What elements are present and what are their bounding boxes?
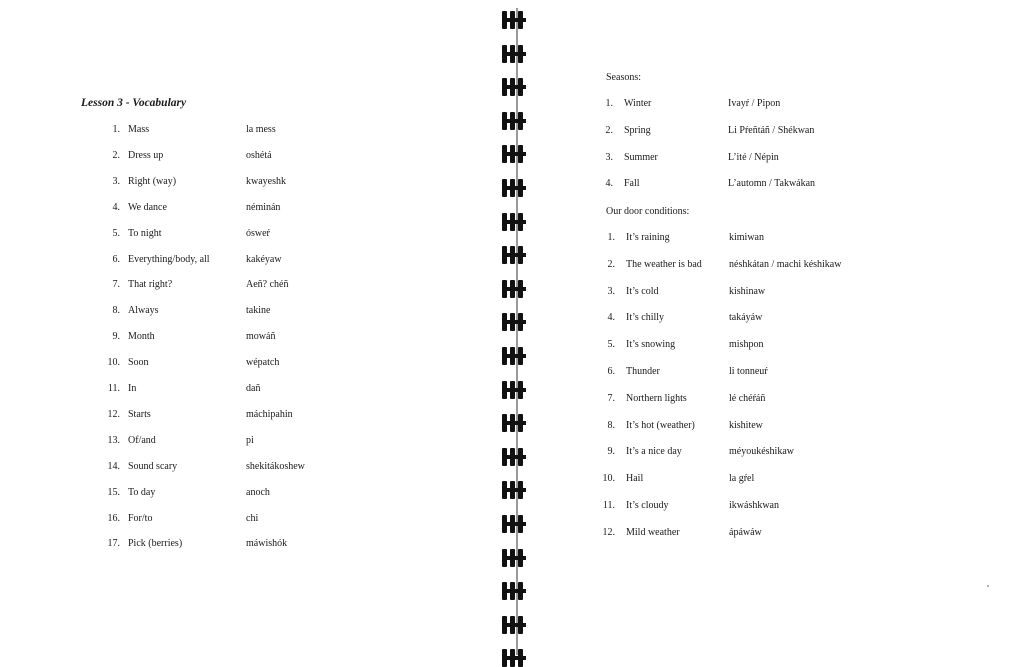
item-number: 11. (107, 383, 120, 394)
michif-term: Aeñ? chéñ (246, 279, 289, 291)
item-number: 8. (112, 305, 120, 317)
english-term: Thunder (626, 366, 660, 377)
binding-coil (500, 145, 528, 163)
binding-coil (500, 213, 528, 231)
item-number: 12. (602, 526, 615, 538)
binding-coil (500, 11, 528, 29)
spiral-binding (498, 0, 532, 663)
michif-term: wépatch (246, 357, 280, 369)
english-term: Summer (624, 151, 658, 163)
binding-coil (500, 45, 528, 63)
michif-term: méyoukéshikaw (729, 446, 794, 458)
item-number: 2. (607, 258, 615, 270)
english-term: We dance (128, 201, 167, 213)
english-term: It’s cold (626, 285, 659, 297)
item-number: 12. (107, 408, 120, 420)
english-term: Mild weather (626, 526, 680, 538)
item-number: 7. (112, 279, 120, 291)
michif-term: kishinaw (729, 285, 766, 297)
michif-term: chi (246, 512, 259, 524)
michif-term: la mess (246, 124, 276, 135)
item-number: 1. (112, 124, 120, 135)
english-term: It’s raining (626, 232, 670, 243)
binding-coil (500, 582, 528, 600)
item-number: 4. (112, 201, 120, 213)
binding-coil (500, 78, 528, 96)
michif-term: mishpon (729, 339, 764, 351)
english-term: It’s chilly (626, 312, 665, 324)
english-term: Sound scary (128, 460, 178, 472)
english-term: It’s a nice day (626, 446, 682, 458)
item-number: 10. (107, 357, 120, 369)
left-page (0, 0, 498, 663)
michif-term: la gŕel (729, 473, 755, 485)
binding-coil (500, 381, 528, 399)
michif-term: ikwáshkwan (729, 500, 779, 511)
michif-term: máchipahin (246, 408, 293, 420)
binding-coil (500, 549, 528, 567)
item-number: 13. (107, 434, 120, 446)
english-term: Spring (624, 124, 651, 136)
item-number: 16. (107, 512, 120, 524)
binding-coil (500, 280, 528, 298)
item-number: 4. (605, 178, 613, 190)
item-number: 15. (107, 486, 120, 498)
michif-term: máwishók (246, 538, 288, 550)
item-number: 4. (607, 312, 615, 324)
english-term: That right? (128, 279, 173, 291)
michif-term: takine (246, 305, 271, 317)
english-term: Fall (624, 178, 640, 190)
item-number: 3. (607, 285, 615, 297)
binding-coil (500, 414, 528, 432)
item-number: 5. (607, 339, 615, 351)
item-number: 9. (112, 331, 120, 343)
english-term: Northern lights (626, 392, 687, 404)
paper-speck (987, 585, 989, 587)
michif-term: dañ (246, 383, 261, 394)
michif-term: kwayeshk (246, 175, 286, 187)
english-term: Starts (128, 408, 151, 420)
michif-term: ósweŕ (246, 227, 270, 239)
english-term: Mass (128, 124, 150, 135)
binding-coil (500, 347, 528, 365)
item-number: 5. (112, 227, 120, 239)
seasons-heading: Seasons: (606, 72, 641, 83)
english-term: To night (128, 227, 162, 239)
binding-coil (500, 616, 528, 634)
michif-term: kishitew (729, 419, 763, 431)
michif-term: takáyáw (729, 312, 763, 324)
english-term: Month (128, 331, 155, 343)
lesson-title: Lesson 3 - Vocabulary (81, 97, 187, 109)
binding-coil (500, 481, 528, 499)
michif-term: mowáñ (246, 331, 276, 343)
english-term: Right (way) (128, 175, 177, 187)
binding-coil (500, 448, 528, 466)
english-term: It’s snowing (626, 339, 676, 351)
michif-term: lé chéŕáñ (729, 392, 766, 404)
english-term: In (128, 383, 137, 394)
michif-term: néshkátan / machi késhikaw (729, 258, 842, 270)
item-number: 3. (605, 151, 613, 163)
item-number: 2. (605, 124, 613, 136)
binding-coil (500, 515, 528, 533)
binding-coil (500, 649, 528, 667)
michif-term: L’ité / Népin (728, 151, 779, 163)
right-page (532, 0, 1024, 663)
michif-term: Li Pŕeñtáñ / Shékwan (728, 124, 815, 136)
english-term: Of/and (128, 434, 156, 446)
item-number: 6. (607, 366, 615, 377)
item-number: 1. (607, 232, 615, 243)
michif-term: li tonneuŕ (729, 366, 768, 377)
english-term: Always (128, 305, 159, 317)
english-term: Hail (626, 473, 644, 485)
english-term: Dress up (128, 149, 164, 161)
michif-term: ápáwáw (729, 526, 762, 538)
english-term: It’s hot (weather) (626, 419, 695, 431)
english-term: Soon (128, 357, 149, 369)
item-number: 11. (602, 500, 615, 511)
michif-term: Ivayŕ / Pipon (728, 98, 781, 109)
binding-coil (500, 313, 528, 331)
item-number: 1. (605, 98, 613, 109)
michif-term: kakéyaw (246, 253, 282, 265)
binding-coil (500, 112, 528, 130)
michif-term: anoch (246, 486, 270, 498)
michif-term: kimiwan (729, 232, 764, 243)
english-term: Pick (berries) (128, 538, 183, 550)
item-number: 17. (107, 538, 120, 550)
item-number: 14. (107, 460, 120, 472)
michif-term: oshétá (246, 149, 272, 161)
item-number: 7. (607, 392, 615, 404)
item-number: 8. (607, 419, 615, 431)
michif-term: néminán (246, 201, 281, 213)
english-term: For/to (128, 512, 153, 524)
item-number: 2. (112, 149, 120, 161)
item-number: 3. (112, 175, 120, 187)
item-number: 6. (112, 253, 120, 265)
michif-term: L’automn / Takwákan (728, 178, 816, 190)
english-term: Everything/body, all (128, 253, 210, 265)
binding-coil (500, 246, 528, 264)
item-number: 9. (607, 446, 615, 458)
english-term: The weather is bad (626, 258, 702, 270)
conditions-heading: Our door conditions: (606, 206, 690, 217)
english-term: It’s cloudy (626, 500, 669, 511)
michif-term: shekitákoshew (246, 460, 305, 472)
binding-coil (500, 179, 528, 197)
michif-term: pi (246, 434, 254, 446)
english-term: Winter (624, 98, 652, 109)
item-number: 10. (602, 473, 615, 485)
english-term: To day (128, 486, 156, 498)
